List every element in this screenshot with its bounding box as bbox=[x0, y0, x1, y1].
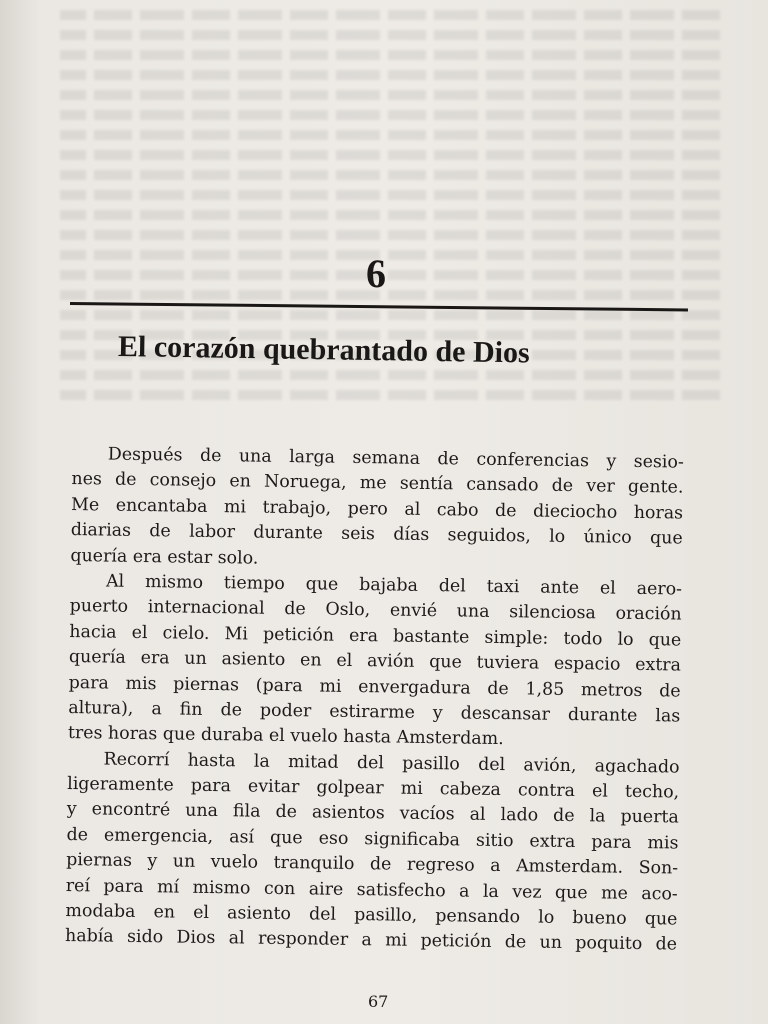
bleed-through-text bbox=[60, 0, 720, 440]
text-line: reí para mí mismo con aire satisfecho a la vez que me aco- bbox=[65, 875, 678, 905]
page-number: 67 bbox=[368, 992, 389, 1011]
text-line: y encontré una fila de asientos vacíos al lado de la puerta bbox=[66, 799, 679, 828]
text-line: puerto internacional de Oslo, envié una silenciosa oración bbox=[69, 596, 682, 625]
text-line: altura), a fin de poder estirarme y descansar durante las bbox=[68, 697, 681, 727]
chapter-number: 6 bbox=[366, 251, 386, 296]
text-line: ligeramente para evitar golpear mi cabeza contra el techo, bbox=[67, 774, 680, 803]
text-line: tres horas que duraba el vuelo hasta Amsterdam. bbox=[67, 723, 504, 750]
text-line: modaba en el asiento del pasillo, pensando lo bueno que bbox=[65, 900, 678, 930]
chapter-title: El corazón quebrantado de Dios bbox=[117, 330, 530, 370]
text-line: Después de una larga semana de conferencias y sesio- bbox=[107, 444, 684, 473]
text-line: Al mismo tiempo que bajaba del taxi ante el aero- bbox=[105, 571, 683, 600]
text-line: quería era un asiento en el avión que tuviera espacio extra bbox=[68, 647, 682, 676]
text-line: había sido Dios al responder a mi petición de un poquito de bbox=[64, 926, 678, 955]
text-line: diarias de labor durante seis días seguidos, lo único que bbox=[70, 520, 683, 549]
text-line: Recorrí hasta la mitad del pasillo del avión, agachado bbox=[103, 749, 680, 778]
text-line: Me encantaba mi trabajo, pero al cabo de dieciocho horas bbox=[70, 494, 684, 524]
text-line: para mis piernas (para mi envergadura de 1,85 metros de bbox=[68, 672, 681, 702]
body-text bbox=[65, 442, 684, 958]
text-line: quería era estar solo. bbox=[70, 545, 259, 569]
text-line: nes de consejo en Noruega, me sentía cansado de ver gente. bbox=[71, 469, 684, 498]
text-line: piernas y un vuelo tranquilo de regreso a Amsterdam. Son- bbox=[66, 850, 679, 879]
text-line: de emergencia, así que eso significaba sitio extra para mis bbox=[66, 824, 679, 854]
text-line: hacia el cielo. Mi petición era bastante simple: todo lo que bbox=[69, 621, 682, 651]
